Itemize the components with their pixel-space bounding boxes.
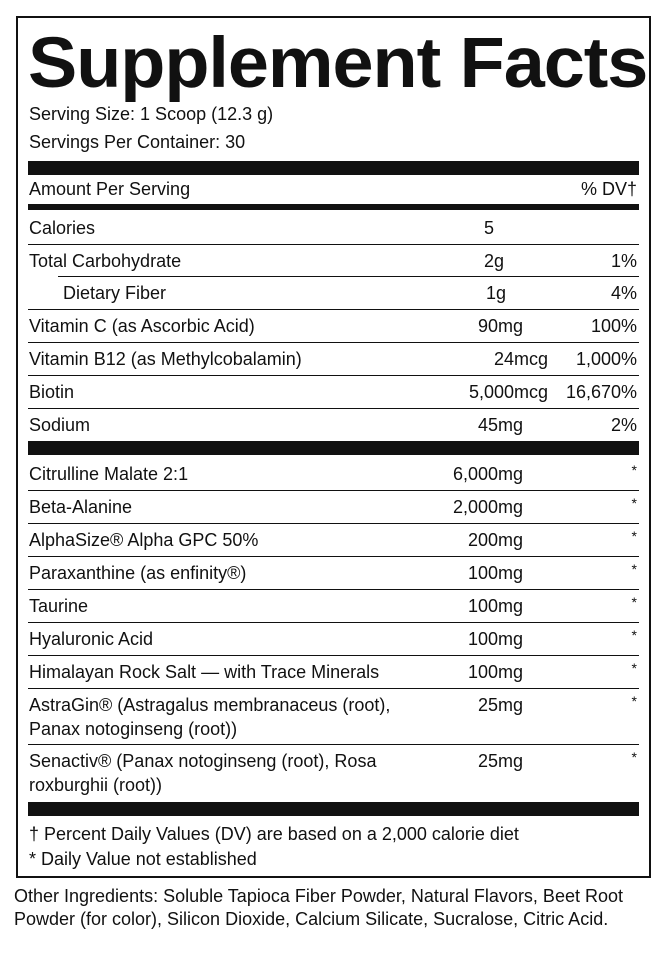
dv-not-established-marker: * <box>631 528 637 544</box>
nutrient-dv: 4% <box>610 283 637 303</box>
dv-not-established-marker: * <box>631 749 637 765</box>
serving-size: Serving Size: 1 Scoop (12.3 g) <box>29 104 274 124</box>
other-ingredients: Other Ingredients: Soluble Tapioca Fiber Powder, Natural Flavors, Beet Root Powder (for color), Silicon Dioxide, Calcium Silicate, Sucralose, Citric Acid. <box>14 886 623 929</box>
dv-not-established-marker: * <box>631 462 637 478</box>
dv-footnote: † Percent Daily Values (DV) are based on a 2,000 calorie diet <box>29 824 519 844</box>
ingredient-name-continued: Panax notoginseng (root)) <box>29 719 238 739</box>
ingredient-amount: 100mg <box>467 629 523 649</box>
row-divider <box>28 408 639 409</box>
row-divider <box>28 342 639 343</box>
nutrient-name: Dietary Fiber <box>63 283 167 303</box>
ingredient-name: Senactiv® (Panax notoginseng (root), Rosa <box>29 751 377 771</box>
row-divider <box>28 490 639 491</box>
ingredient-amount: 100mg <box>467 596 523 616</box>
dv-not-established-marker: * <box>631 660 637 676</box>
ingredient-amount: 25mg <box>477 751 523 771</box>
row-divider <box>28 309 639 310</box>
nutrient-amount: 5 <box>484 218 495 238</box>
nutrient-dv: 1,000% <box>575 349 637 369</box>
row-divider <box>28 375 639 376</box>
amount-header <box>29 179 637 200</box>
medium-divider <box>28 204 639 210</box>
row-divider <box>28 744 639 745</box>
row-divider <box>28 523 639 524</box>
ingredient-name: Citrulline Malate 2:1 <box>29 464 189 484</box>
row-divider <box>28 556 639 557</box>
thick-divider <box>28 441 639 455</box>
thick-divider <box>28 802 639 816</box>
nutrient-dv: 16,670% <box>565 382 637 402</box>
row-divider <box>58 276 639 277</box>
nutrient-name: Sodium <box>29 415 91 435</box>
nutrient-dv: 2% <box>610 415 637 435</box>
dv-not-established-marker: * <box>631 693 637 709</box>
nutrient-amount: 24mcg <box>493 349 548 369</box>
ingredient-name: Taurine <box>29 596 89 616</box>
nutrient-dv: 1% <box>610 251 637 271</box>
ingredient-name: Paraxanthine (as enfinity®) <box>29 563 247 583</box>
dv-header: % DV† <box>580 179 637 199</box>
nutrient-amount: 2g <box>484 251 505 271</box>
ingredient-name-continued: roxburghii (root)) <box>29 775 163 795</box>
nutrient-name: Total Carbohydrate <box>29 251 182 271</box>
nutrient-name: Biotin <box>29 382 75 402</box>
nutrient-amount: 45mg <box>477 415 523 435</box>
ingredient-name: Beta-Alanine <box>29 497 133 517</box>
ingredient-amount: 100mg <box>467 662 523 682</box>
row-divider <box>28 688 639 689</box>
dv-not-established-marker: * <box>631 627 637 643</box>
row-divider <box>28 244 639 245</box>
ingredient-name: AlphaSize® Alpha GPC 50% <box>29 530 259 550</box>
supplement-facts-panel <box>16 16 651 878</box>
nutrient-name: Calories <box>29 218 96 238</box>
ingredient-amount: 6,000mg <box>452 464 523 484</box>
amount-per-serving-label: Amount Per Serving <box>29 179 191 199</box>
nutrient-name: Vitamin C (as Ascorbic Acid) <box>29 316 255 336</box>
not-established-footnote: * Daily Value not established <box>29 849 257 869</box>
nutrient-dv: 100% <box>590 316 637 336</box>
ingredient-name: Hyaluronic Acid <box>29 629 154 649</box>
row-divider <box>28 655 639 656</box>
dv-not-established-marker: * <box>631 561 637 577</box>
thick-divider <box>28 161 639 175</box>
nutrient-amount: 90mg <box>477 316 523 336</box>
ingredient-name: AstraGin® (Astragalus membranaceus (root), <box>29 695 391 715</box>
dv-not-established-marker: * <box>631 495 637 511</box>
nutrient-amount: 5,000mcg <box>468 382 548 402</box>
ingredient-name: Himalayan Rock Salt — with Trace Minerals <box>29 662 380 682</box>
ingredient-amount: 25mg <box>477 695 523 715</box>
ingredient-amount: 2,000mg <box>452 497 523 517</box>
panel-title: Supplement Facts <box>28 24 648 103</box>
ingredient-amount: 100mg <box>467 563 523 583</box>
nutrient-name: Vitamin B12 (as Methylcobalamin) <box>29 349 302 369</box>
nutrient-amount: 1g <box>486 283 507 303</box>
servings-per-container: Servings Per Container: 30 <box>29 132 246 152</box>
ingredient-amount: 200mg <box>467 530 523 550</box>
dv-not-established-marker: * <box>631 594 637 610</box>
row-divider <box>28 589 639 590</box>
row-divider <box>28 622 639 623</box>
